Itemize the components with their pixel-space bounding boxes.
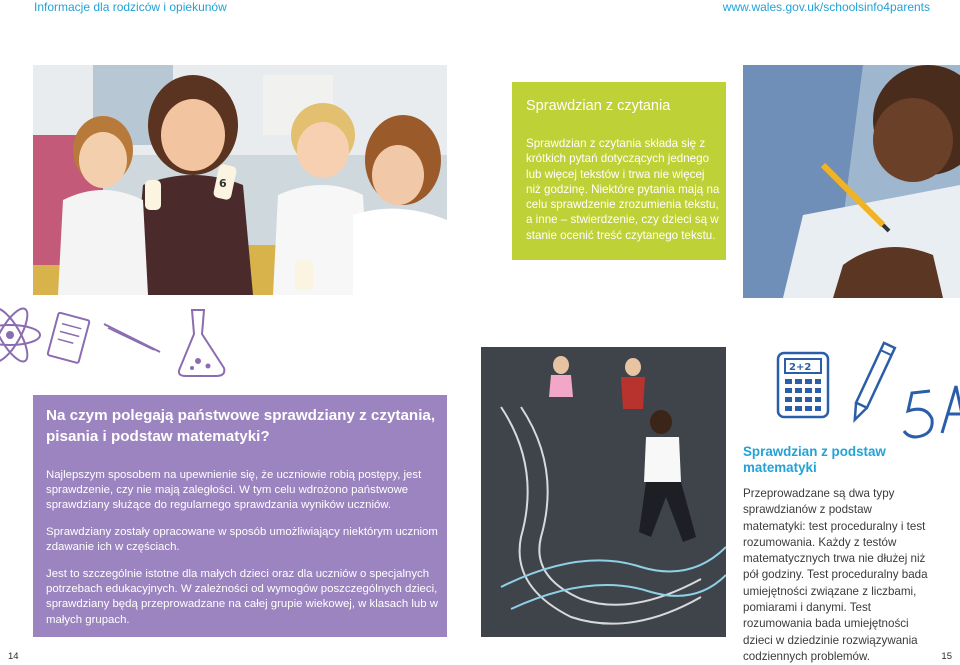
writing-child-photo bbox=[743, 65, 960, 298]
main-heading: Na czym polegają państwowe sprawdziany z czytania, pisania i podstaw matematyki? bbox=[46, 407, 436, 445]
classroom-photo bbox=[33, 65, 447, 295]
number-five-icon bbox=[900, 385, 940, 450]
number-card: 6 bbox=[219, 177, 227, 190]
atom-icon bbox=[0, 290, 50, 385]
letter-a-icon bbox=[936, 378, 960, 443]
flask-icon bbox=[172, 306, 232, 386]
playground-photo bbox=[481, 347, 726, 637]
math-test-title: Sprawdzian z podstaw matematyki bbox=[743, 444, 886, 475]
page-number-left: 14 bbox=[8, 651, 19, 662]
page-number-right: 15 bbox=[941, 651, 952, 662]
reading-test-title: Sprawdzian z czytania bbox=[526, 98, 671, 114]
reading-test-box bbox=[512, 82, 726, 260]
pencil-icon bbox=[848, 338, 898, 433]
calculator-icon bbox=[775, 350, 831, 425]
header-left-title: Informacje dla rodziców i opiekunów bbox=[34, 0, 227, 14]
paintbrush-icon bbox=[100, 318, 170, 363]
reading-test-text: Sprawdzian z czytania składa się z krótkich pytań dotyczących jednego lub więcej tekstów i trwa nie więcej niż godzinę. Niektóre pytania mają na celu sprawdzenie zrozumienia tekstu, a inne – stwierdzenie, czy dzieci są w stanie ocenić treść czytanego tekstu. bbox=[526, 137, 720, 242]
math-test-section bbox=[743, 444, 935, 665]
calculator-display: 2+2 bbox=[789, 362, 812, 373]
main-paragraph-1: Najlepszym sposobem na upewnienie się, że uczniowie robią postępy, jest sprawdzenie, czy nie mają zaległości. W tym celu wdrożono państwowe sprawdziany służące do regularnego sprawdzania wyników uczniów. bbox=[46, 469, 422, 512]
main-info-box bbox=[33, 395, 447, 637]
main-paragraph-2: Sprawdziany zostały opracowane w sposób umożliwiający niektórym uczniom zdawanie ich w częściach. bbox=[46, 526, 438, 554]
main-paragraph-3: Jest to szczególnie istotne dla małych dzieci oraz dla uczniów o specjalnych potrzebach edukacyjnych. W zależności od wymogów poszczególnych dzieci, sprawdziany będą przeprowadzane na całej grupie wiekowej, w klasach lub w małych grupach. bbox=[46, 568, 438, 626]
header-url[interactable]: www.wales.gov.uk/schoolsinfo4parents bbox=[722, 0, 930, 14]
math-test-text: Przeprowadzane są dwa typy sprawdzianów z podstaw matematyki: test proceduralny i test rozumowania. Każdy z testów matematycznych trwa nie dłużej niż pół godziny. Test proceduralny bada umiejętności związane z liczbami, pomiarami i danymi. Test rozumowania bada umiejętności dzieci w dziedzinie rozwiązywania codziennych problemów. bbox=[743, 487, 928, 663]
notebook-icon bbox=[44, 310, 94, 375]
